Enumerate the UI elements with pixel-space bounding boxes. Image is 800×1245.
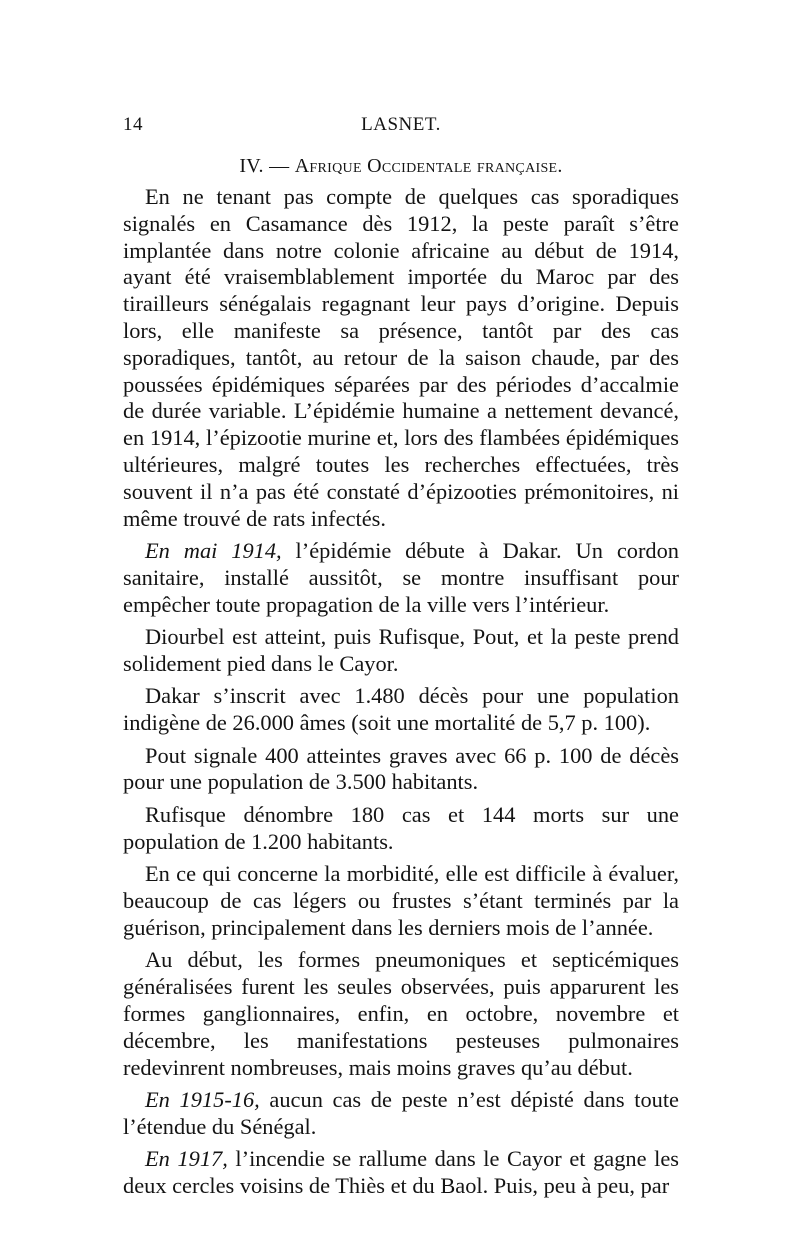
paragraph-8: [123, 947, 679, 1081]
paragraph-5: [123, 743, 679, 797]
paragraph-9: [123, 1087, 679, 1141]
section-numeral: IV.: [239, 155, 264, 177]
paragraph-6: [123, 802, 679, 856]
paragraph-text: En ce qui concerne la morbidité, elle est difficile à évaluer, beaucoup de cas légers ou frustes s’étant terminés par la guérison, principalement dans les derniers mois de l’année.: [123, 861, 679, 940]
paragraph-text: l’épidémie débute à Dakar. Un cordon sanitaire, installé aussitôt, se montre insuffisant pour empêcher toute propagation de la ville vers l’intérieur.: [123, 538, 679, 617]
section-title: Afrique Occidentale française.: [294, 155, 563, 177]
paragraph-text: aucun cas de peste n’est dépisté dans toute l’étendue du Sénégal.: [123, 1087, 679, 1139]
paragraph-7: [123, 861, 679, 941]
paragraph-text: Au début, les formes pneumoniques et septicémiques généralisées furent les seules observées, puis apparurent les formes ganglionnaires, enfin, en octobre, novembre et décembre, les manifestations pesteuses pulmonaires redevinrent nombreuses, mais moins graves qu’au début.: [123, 947, 679, 1080]
paragraph-text: Rufisque dénombre 180 cas et 144 morts sur une population de 1.200 habitants.: [123, 801, 679, 854]
paragraph-3: [123, 624, 679, 678]
paragraph-2: [123, 538, 679, 618]
paragraph-text: Pout signale 400 atteintes graves avec 66 p. 100 de décès pour une population de 3.500 habitants.: [123, 742, 679, 795]
paragraph-lead: En 1917,: [145, 1146, 228, 1172]
paragraph-text: En ne tenant pas compte de quelques cas sporadiques signalés en Casamance dès 1912, la peste paraît s’être implantée dans notre colonie africaine au début de 1914, ayant été vraisemblablement importée du Maroc par des tirailleurs sénégalais regagnant leur pays d’origine. Depuis lors, elle manifeste sa présence, tantôt par des cas sporadiques, tantôt, au retour de la saison chaude, par des poussées épidémiques séparées par des périodes d’accalmie de durée variable. L’épidémie humaine a nettement devancé, en 1914, l’épizootie murine et, lors des flambées épidémiques ultérieures, malgré toutes les recherches effectuées, très souvent il n’a pas été constaté d’épizooties prémonitoires, ni même trouvé de rats infectés.: [123, 184, 679, 531]
section-dash: —: [269, 155, 290, 177]
body-text: [123, 184, 679, 1200]
page-number: 14: [123, 114, 143, 135]
paragraph-lead: En 1915-16,: [145, 1087, 260, 1112]
paragraph-lead: En mai 1914,: [145, 538, 282, 564]
paragraph-text: Dakar s’inscrit avec 1.480 décès pour une population indigène de 26.000 âmes (soit une mortalité de 5,7 p. 100).: [123, 683, 679, 736]
running-title: LASNET.: [361, 114, 441, 135]
paragraph-10: [123, 1146, 679, 1200]
paragraph-text: Diourbel est atteint, puis Rufisque, Pout, et la peste prend solidement pied dans le Cayor.: [123, 624, 679, 676]
paragraph-text: l’incendie se rallume dans le Cayor et gagne les deux cercles voisins de Thiès et du Baol. Puis, peu à peu, par: [123, 1146, 679, 1199]
running-head: [123, 114, 679, 138]
section-heading: [123, 155, 679, 178]
paragraph-4: [123, 683, 679, 737]
paragraph-1: [123, 184, 679, 532]
